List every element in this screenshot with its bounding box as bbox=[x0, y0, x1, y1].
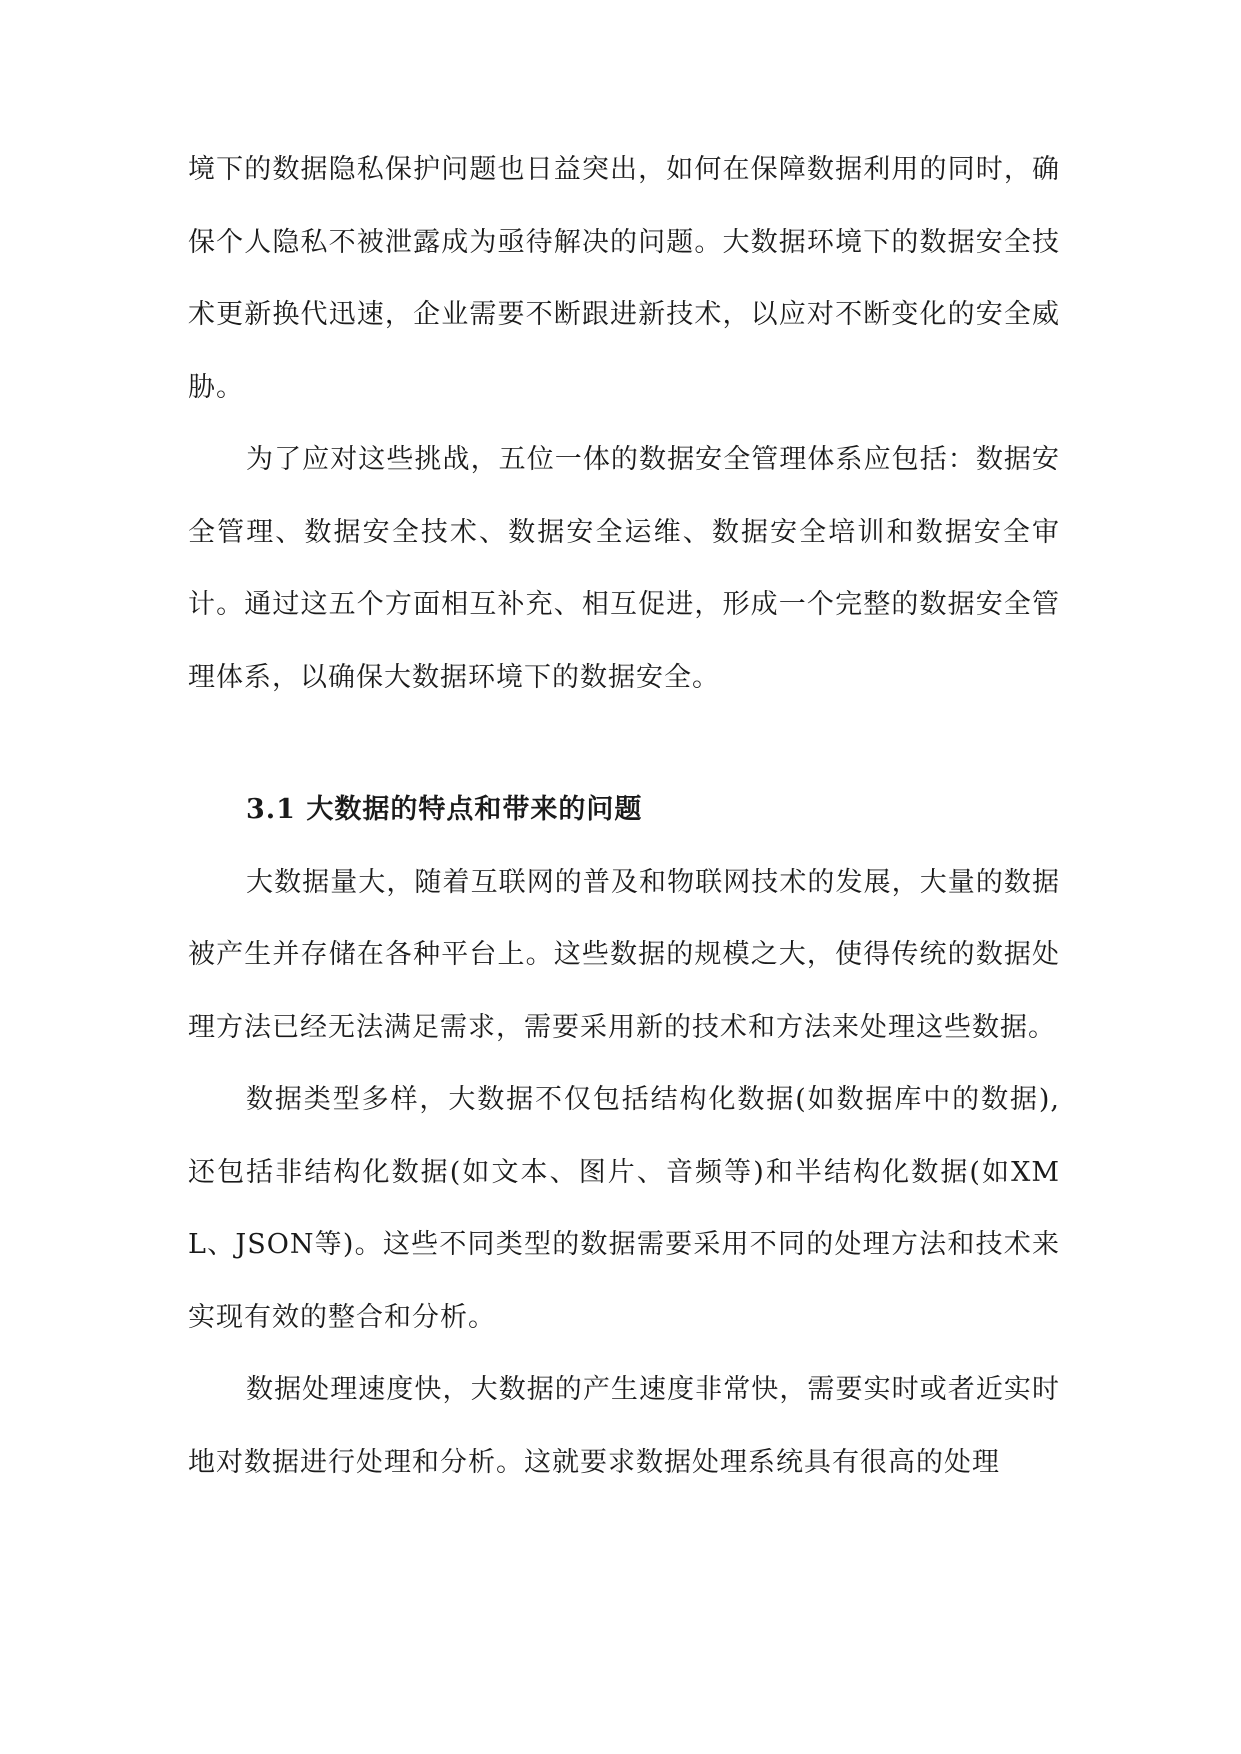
paragraph-continued: 境下的数据隐私保护问题也日益突出，如何在保障数据利用的同时，确保个人隐私不被泄露成为亟待解决的问题。大数据环境下的数据安全技术更新换代迅速，企业需要不断跟进新技术，以应对不断变化的安全威胁。 bbox=[188, 154, 1060, 403]
document-body bbox=[188, 134, 1060, 1499]
paragraph-data-velocity: 数据处理速度快，大数据的产生速度非常快，需要实时或者近实时地对数据进行处理和分析。这就要求数据处理系统具有很高的处理 bbox=[188, 1374, 1060, 1478]
paragraph-data-volume: 大数据量大，随着互联网的普及和物联网技术的发展，大量的数据被产生并存储在各种平台上。这些数据的规模之大，使得传统的数据处理方法已经无法满足需求，需要采用新的技术和方法来处理这些数据。 bbox=[188, 866, 1060, 1043]
paragraph-data-variety: 数据类型多样，大数据不仅包括结构化数据(如数据库中的数据),还包括非结构化数据(如文本、图片、音频等)和半结构化数据(如XML、JSON等)。这些不同类型的数据需要采用不同的处理方法和技术来实现有效的整合和分析。 bbox=[188, 1084, 1060, 1333]
paragraph-five-in-one-system: 为了应对这些挑战，五位一体的数据安全管理体系应包括：数据安全管理、数据安全技术、数据安全运维、数据安全培训和数据安全审计。通过这五个方面相互补充、相互促进，形成一个完整的数据安全管理体系，以确保大数据环境下的数据安全。 bbox=[188, 444, 1060, 693]
section-heading: 3.1 大数据的特点和带来的问题 bbox=[246, 794, 643, 825]
